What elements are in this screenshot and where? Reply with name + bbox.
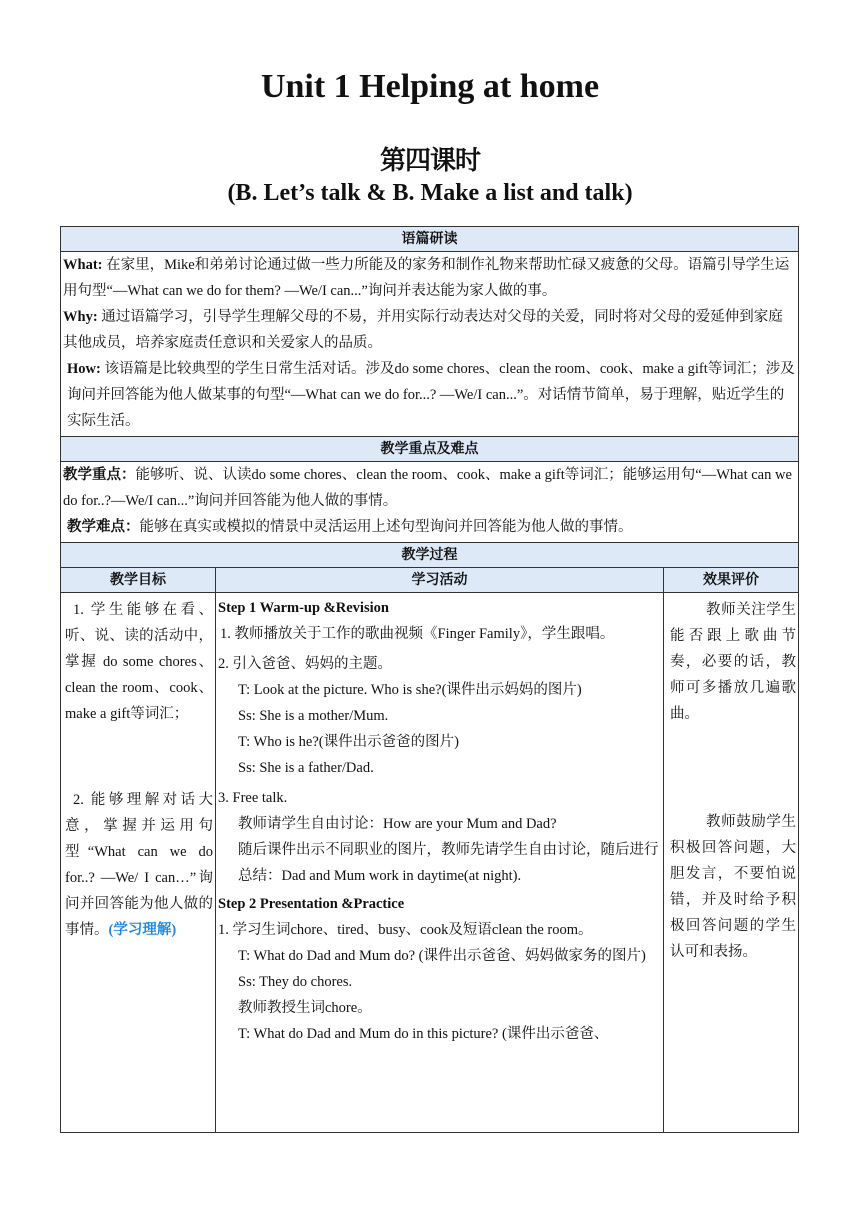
step-1-item-2: 2. 引入爸爸、妈妈的主题。: [218, 656, 392, 672]
difficult-points: [63, 514, 796, 540]
step-1-heading: Step 1 Warm-up &Revision: [218, 600, 389, 616]
lesson-number: 第四课时: [379, 146, 480, 176]
step-1-item-1: 1. 教师播放关于工作的歌曲视频《Finger Family》，学生跟唱。: [220, 626, 615, 642]
document-title: Unit 1 Helping at home: [260, 68, 600, 105]
what-label: What:: [63, 257, 103, 273]
key-points: [63, 462, 796, 514]
goals-cell: [61, 593, 216, 1133]
dialog-line: Ss: They do chores.: [238, 974, 353, 990]
why-paragraph: [63, 304, 796, 356]
activity-line: 教师请学生自由讨论：How are your Mum and Dad?: [238, 816, 557, 832]
difficult-text: 能够在真实或模拟的情景中灵活运用上述句型询问并回答能为他人做的事情。: [139, 519, 633, 535]
analysis-header: 语篇研读: [61, 227, 799, 252]
activity-line: 随后课件出示不同职业的图片，教师先请学生自由讨论，随后进行总结：Dad and Mum work in daytime(at night).: [238, 842, 659, 884]
evaluation-1: 教师关注学生能否跟上歌曲节奏，必要的话，教师可多播放几遍歌曲。: [670, 602, 797, 722]
dialog-line: T: What do Dad and Mum do? (课件出示爸爸、妈妈做家务的图片): [238, 948, 646, 964]
step-1-item-3: 3. Free talk.: [218, 790, 288, 806]
difficult-label: 教学难点：: [67, 519, 140, 535]
goal-1: 1. 学生能够在看、听、说、读的活动中，掌握 do some chores、clean the room、cook、make a gift等词汇；: [65, 602, 213, 722]
what-paragraph: [63, 252, 796, 304]
focus-header: 教学重点及难点: [61, 437, 799, 462]
analysis-body: [61, 252, 799, 437]
col-header-eval: 效果评价: [664, 568, 799, 593]
focus-body: [61, 462, 799, 543]
key-label: 教学重点：: [63, 467, 136, 483]
how-paragraph: [63, 356, 796, 434]
activities-cell: [216, 593, 664, 1133]
evaluation-cell: [664, 593, 799, 1133]
col-header-activity: 学习活动: [216, 568, 664, 593]
dialog-line: T: Look at the picture. Who is she?(课件出示妈妈的图片): [238, 682, 582, 698]
how-label: How:: [67, 361, 101, 377]
goal-2-tag: (学习理解): [108, 922, 177, 938]
step-2-heading: Step 2 Presentation &Practice: [218, 896, 405, 912]
evaluation-2: 教师鼓励学生积极回答问题，大胆发言，不要怕说错，并及时给予积极回答问题的学生认可和表扬。: [670, 814, 797, 960]
lesson-plan-table: [60, 226, 799, 1133]
dialog-line: T: What do Dad and Mum do in this picture? (课件出示爸爸、: [238, 1026, 609, 1042]
what-text: 在家里，Mike和弟弟讨论通过做一些力所能及的家务和制作礼物来帮助忙碌又疲惫的父母。语篇引导学生运用句型“—What can we do for them? —We/I can...”询问并表达能为家人做的事。: [63, 257, 790, 299]
dialog-line: Ss: She is a father/Dad.: [238, 760, 374, 776]
step-2-item-1: 1. 学习生词chore、tired、busy、cook及短语clean the room。: [218, 922, 593, 938]
why-label: Why:: [63, 309, 98, 325]
how-text: 该语篇是比较典型的学生日常生活对话。涉及do some chores、clean the room、cook、make a gift等词汇；涉及询问并回答能为他人做某事的句型“—What can we do for...? —We/I can...”。对话情节简单，易于理解，贴近学生的实际生活。: [67, 361, 795, 429]
goal-2-text: 2. 能够理解对话大意，掌握并运用句型“What can we do for..? —We/ I can…”询问并回答能为他人做的事情。: [65, 792, 213, 938]
lesson-subtitle: (B. Let’s talk & B. Make a list and talk): [227, 180, 633, 206]
dialog-line: Ss: She is a mother/Mum.: [238, 708, 389, 724]
key-text: 能够听、说、认读do some chores、clean the room、cook、make a gift等词汇；能够运用句“—What can we do for..?—We/I can...”询问并回答能为他人做的事情。: [63, 467, 792, 509]
activity-line: 教师教授生词chore。: [238, 1000, 372, 1016]
goal-2: [65, 787, 213, 943]
dialog-line: T: Who is he?(课件出示爸爸的图片): [238, 734, 459, 750]
col-header-goal: 教学目标: [61, 568, 216, 593]
process-header: 教学过程: [61, 543, 799, 568]
why-text: 通过语篇学习，引导学生理解父母的不易，并用实际行动表达对父母的关爱，同时将对父母的爱延伸到家庭其他成员，培养家庭责任意识和关爱家人的品质。: [63, 309, 783, 351]
